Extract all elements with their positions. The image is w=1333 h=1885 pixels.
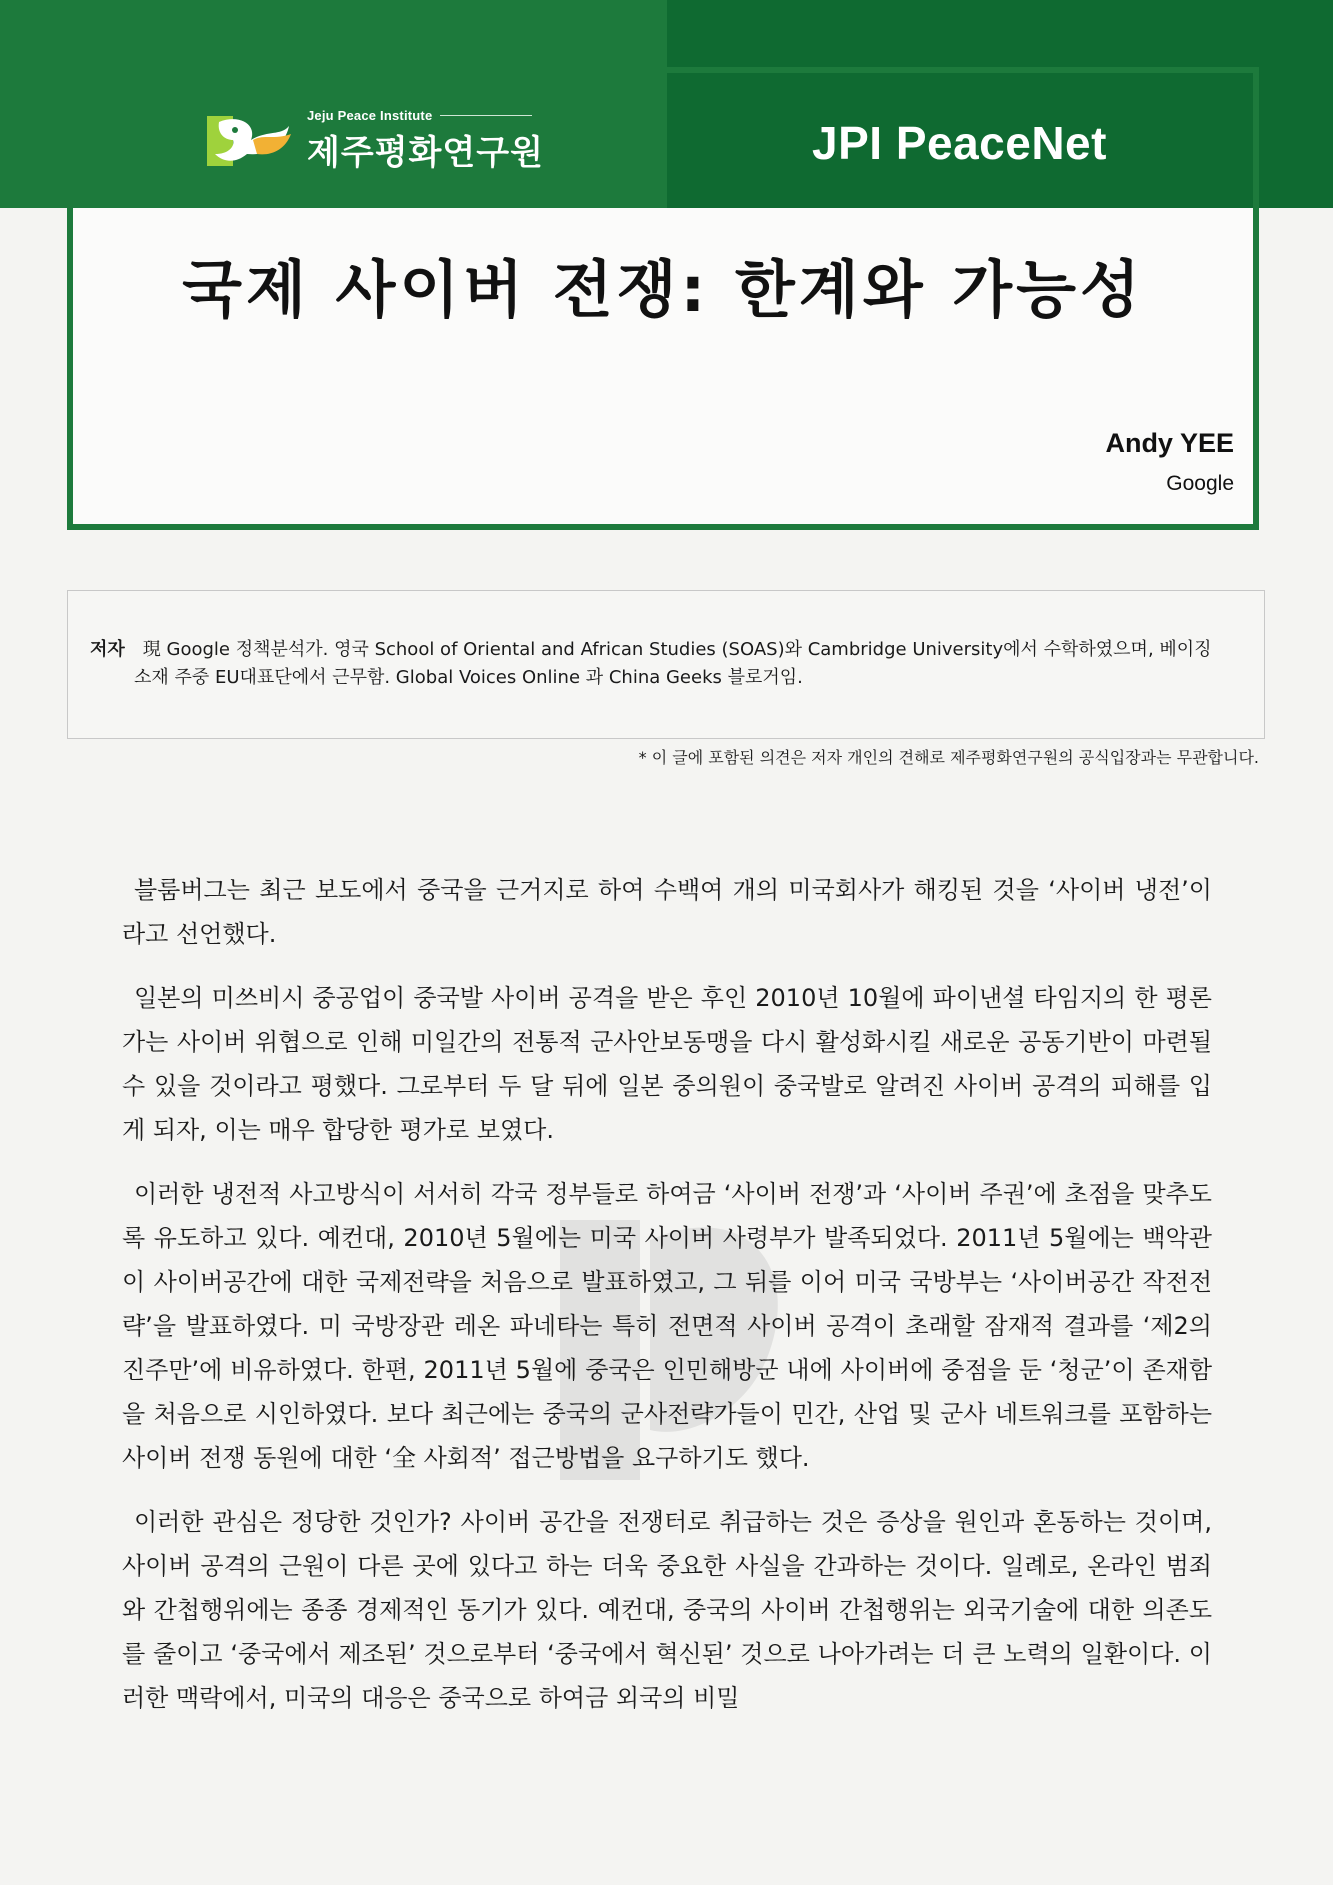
logo-rule: [440, 115, 532, 116]
dove-logo-icon: [205, 110, 295, 172]
paragraph: 블룸버그는 최근 보도에서 중국을 근거지로 하여 수백여 개의 미국회사가 해킹된 것을 ‘사이버 냉전’이라고 선언했다.: [122, 876, 1212, 948]
logo-text: [307, 108, 544, 174]
paragraph: 일본의 미쓰비시 중공업이 중국발 사이버 공격을 받은 후인 2010년 10월에 파이낸셜 타임지의 한 평론가는 사이버 위협으로 인해 미일간의 전통적 군사안보동맹을 다시 활성화시킬 새로운 공동기반이 마련될 수 있을 것이라고 평했다. 그로부터 두 달 뒤에 일본 중의원이 중국발로 알려진 사이버 공격의 피해를 입게 되자, 이는 매우 합당한 평가로 보였다.: [122, 984, 1212, 1144]
author-name: Andy YEE: [1105, 428, 1234, 458]
article-body: [122, 868, 1212, 1740]
author-affiliation: Google: [1166, 472, 1234, 495]
jpi-logo: [205, 108, 544, 174]
author-bio-line1: [90, 636, 1242, 664]
author-bio-line2: 소재 주중 EU대표단에서 근무함. Global Voices Online 과 China Geeks 블로거임.: [134, 667, 803, 688]
series-logo: JPI PeaceNet: [812, 117, 1107, 169]
author-bio: [90, 636, 1242, 692]
logo-english: [307, 108, 544, 123]
paragraph: 이러한 냉전적 사고방식이 서서히 각국 정부들로 하여금 ‘사이버 전쟁’과 ‘사이버 주권’에 초점을 맞추도록 유도하고 있다. 예컨대, 2010년 5월에는 미국 사이버 사령부가 발족되었다. 2011년 5월에는 백악관이 사이버공간에 대한 국제전략을 처음으로 발표하였고, 그 뒤를 이어 미국 국방부는 ‘사이버공간 작전전략’을 발표하였다. 미 국방장관 레온 파네타는 특히 전면적 사이버 공격이 초래할 잠재적 결과를 ‘제2의 진주만’에 비유하였다. 한편, 2011년 5월에 중국은 인민해방군 내에 사이버에 중점을 둔 ‘청군’이 존재함을 처음으로 시인하였다. 보다 최근에는 중국의 군사전략가들이 민간, 산업 및 군사 네트워크를 포함하는 사이버 전쟁 동원에 대한 ‘全 사회적’ 접근방법을 요구하기도 했다.: [122, 1180, 1212, 1472]
logo-korean: 제주평화연구원: [307, 133, 544, 173]
author-bio-label: 저자: [90, 639, 125, 660]
paragraph: 이러한 관심은 정당한 것인가? 사이버 공간을 전쟁터로 취급하는 것은 증상을 원인과 혼동하는 것이며, 사이버 공격의 근원이 다른 곳에 있다고 하는 더욱 중요한 사실을 간과하는 것이다. 일례로, 온라인 범죄와 간첩행위에는 종종 경제적인 동기가 있다. 예컨대, 중국의 사이버 간첩행위는 외국기술에 대한 의존도를 줄이고 ‘중국에서 제조된’ 것으로부터 ‘중국에서 혁신된’ 것으로 나아가려는 더 큰 노력의 일환이다. 이러한 맥락에서, 미국의 대응은 중국으로 하여금 외국의 비밀: [122, 1508, 1212, 1712]
disclaimer: * 이 글에 포함된 의견은 저자 개인의 견해로 제주평화연구원의 공식입장과는 무관합니다.: [638, 748, 1259, 767]
author-bio-text1: 現 Google 정책분석가. 영국 School of Oriental and African Studies (SOAS)와 Cambridge University에서 수학하였으며, 베이징: [142, 639, 1212, 660]
page-title: 국제 사이버 전쟁: 한계와 가능성: [182, 253, 1144, 326]
logo-english-text: Jeju Peace Institute: [307, 108, 433, 123]
